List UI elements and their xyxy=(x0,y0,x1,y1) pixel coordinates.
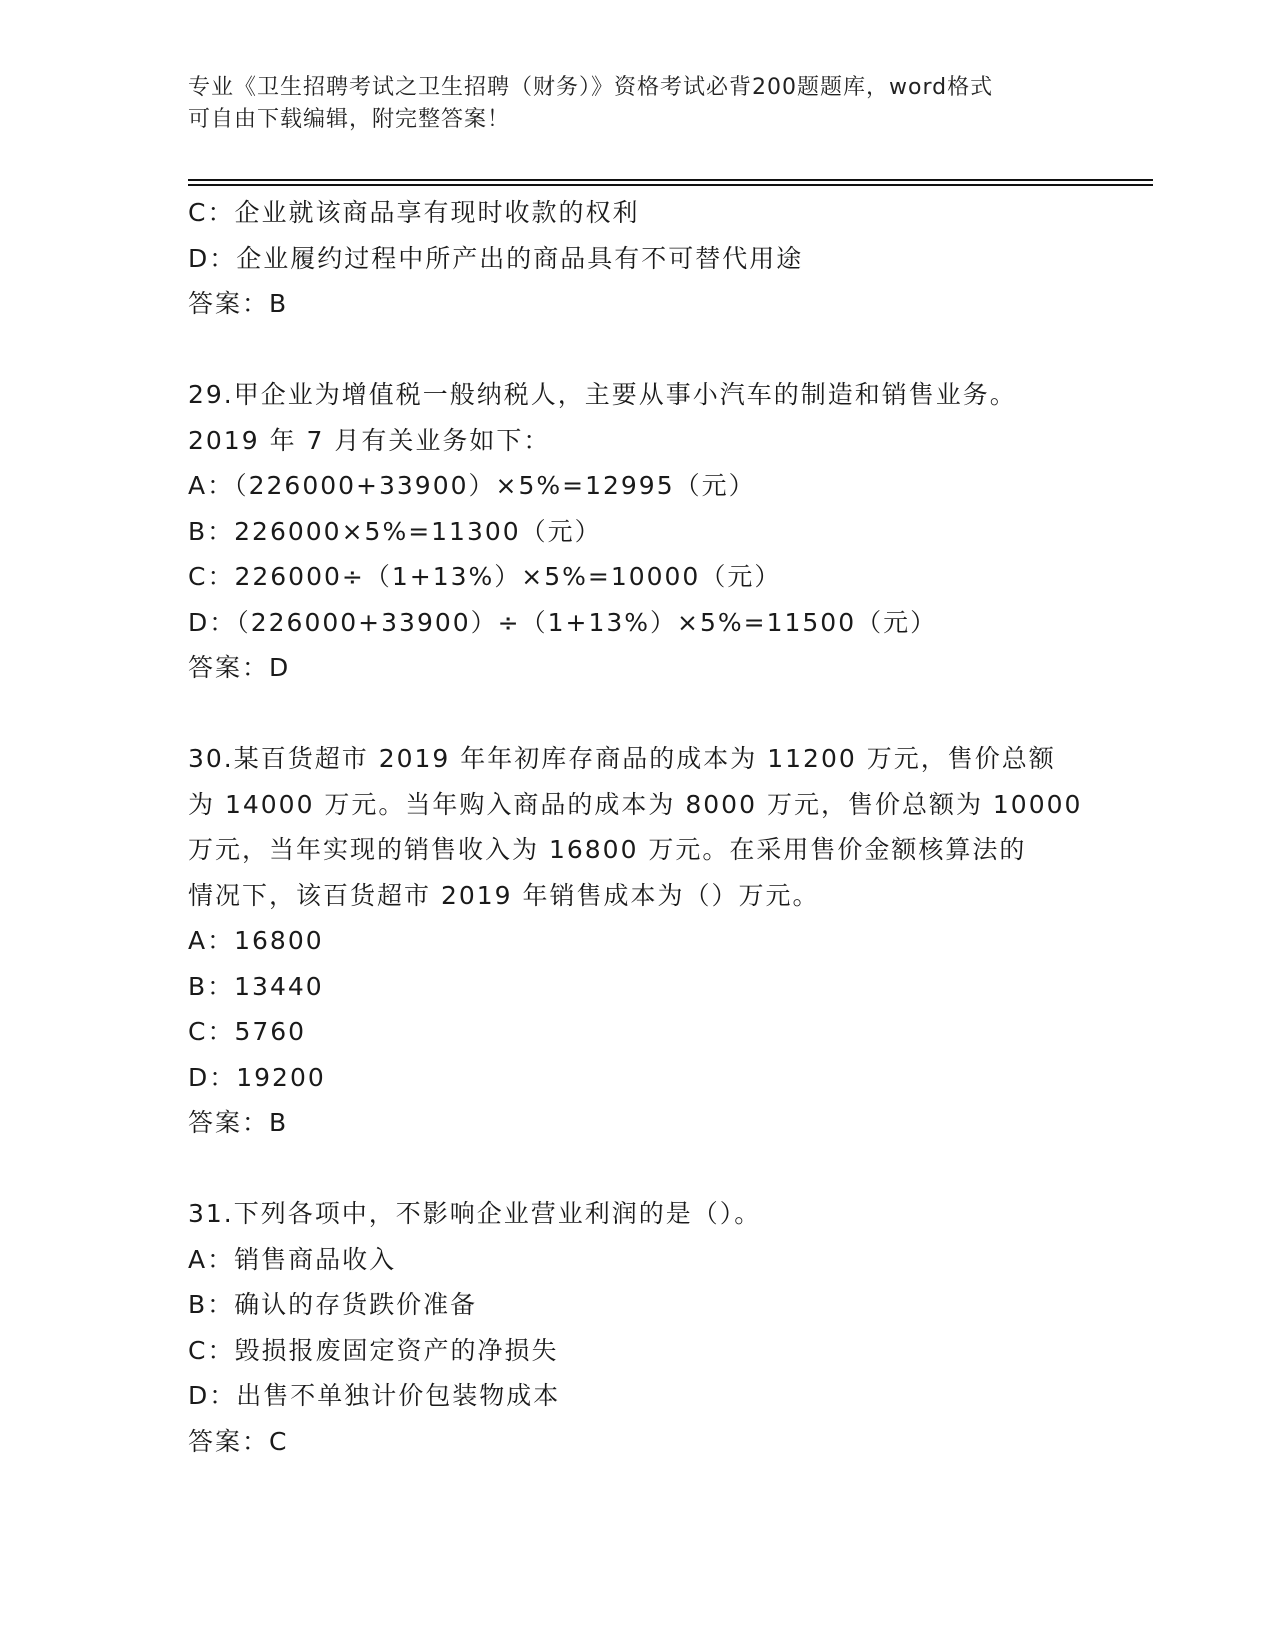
document-header xyxy=(188,72,1068,136)
answer-line: 答案：D xyxy=(188,653,291,682)
question-list xyxy=(188,190,1088,1464)
option-c: C：226000÷（1+13%）×5%=10000（元） xyxy=(188,562,782,591)
header-title-line-1: 专业《卫生招聘考试之卫生招聘（财务）》资格考试必背200题题库，word格式 xyxy=(188,75,994,100)
question-spacer xyxy=(188,1146,1088,1192)
question-stem: 29.甲企业为增值税一般纳税人，主要从事小汽车的制造和销售业务。 xyxy=(188,380,1017,409)
option-a: A：（226000+33900）×5%=12995（元） xyxy=(188,471,756,500)
question-spacer xyxy=(188,691,1088,737)
header-divider-top xyxy=(188,179,1153,181)
option-b: B：13440 xyxy=(188,971,324,1001)
question-stem: 2019 年 7 月有关业务如下： xyxy=(188,425,551,455)
option-c: C：5760 xyxy=(188,1017,307,1046)
option-d: D：19200 xyxy=(188,1062,326,1092)
answer-line: 答案：B xyxy=(188,289,289,318)
question-stem: 万元，当年实现的销售收入为 16800 万元。在采用售价金额核算法的 xyxy=(188,835,1027,864)
option-d: D：（226000+33900）÷（1+13%）×5%=11500（元） xyxy=(188,607,938,637)
answer-line: 答案：B xyxy=(188,1108,289,1137)
question-31 xyxy=(188,1191,1088,1464)
option-c: C：毁损报废固定资产的净损失 xyxy=(188,1335,559,1365)
question-30 xyxy=(188,736,1088,1146)
question-stem: 情况下，该百货超市 2019 年销售成本为（）万元。 xyxy=(188,880,820,910)
option-d: D：企业履约过程中所产出的商品具有不可替代用途 xyxy=(188,243,804,273)
option-c: C：企业就该商品享有现时收款的权利 xyxy=(188,198,640,227)
option-a: A：销售商品收入 xyxy=(188,1244,397,1274)
question-stem: 为 14000 万元。当年购入商品的成本为 8000 万元，售价总额为 10000 xyxy=(188,789,1083,819)
option-d: D：出售不单独计价包装物成本 xyxy=(188,1381,561,1410)
question-stem: 30.某百货超市 2019 年年初库存商品的成本为 11200 万元，售价总额 xyxy=(188,744,1056,773)
question-28-tail xyxy=(188,190,1088,327)
header-title-line-2: 可自由下载编辑，附完整答案！ xyxy=(188,107,511,132)
option-b: B：确认的存货跌价准备 xyxy=(188,1290,478,1319)
option-b: B：226000×5%=11300（元） xyxy=(188,516,602,546)
question-spacer xyxy=(188,327,1088,373)
question-stem: 31.下列各项中，不影响企业营业利润的是（）。 xyxy=(188,1199,762,1228)
question-29 xyxy=(188,372,1088,691)
option-a: A：16800 xyxy=(188,926,324,955)
answer-line: 答案：C xyxy=(188,1426,289,1456)
header-divider-bottom xyxy=(188,184,1153,186)
